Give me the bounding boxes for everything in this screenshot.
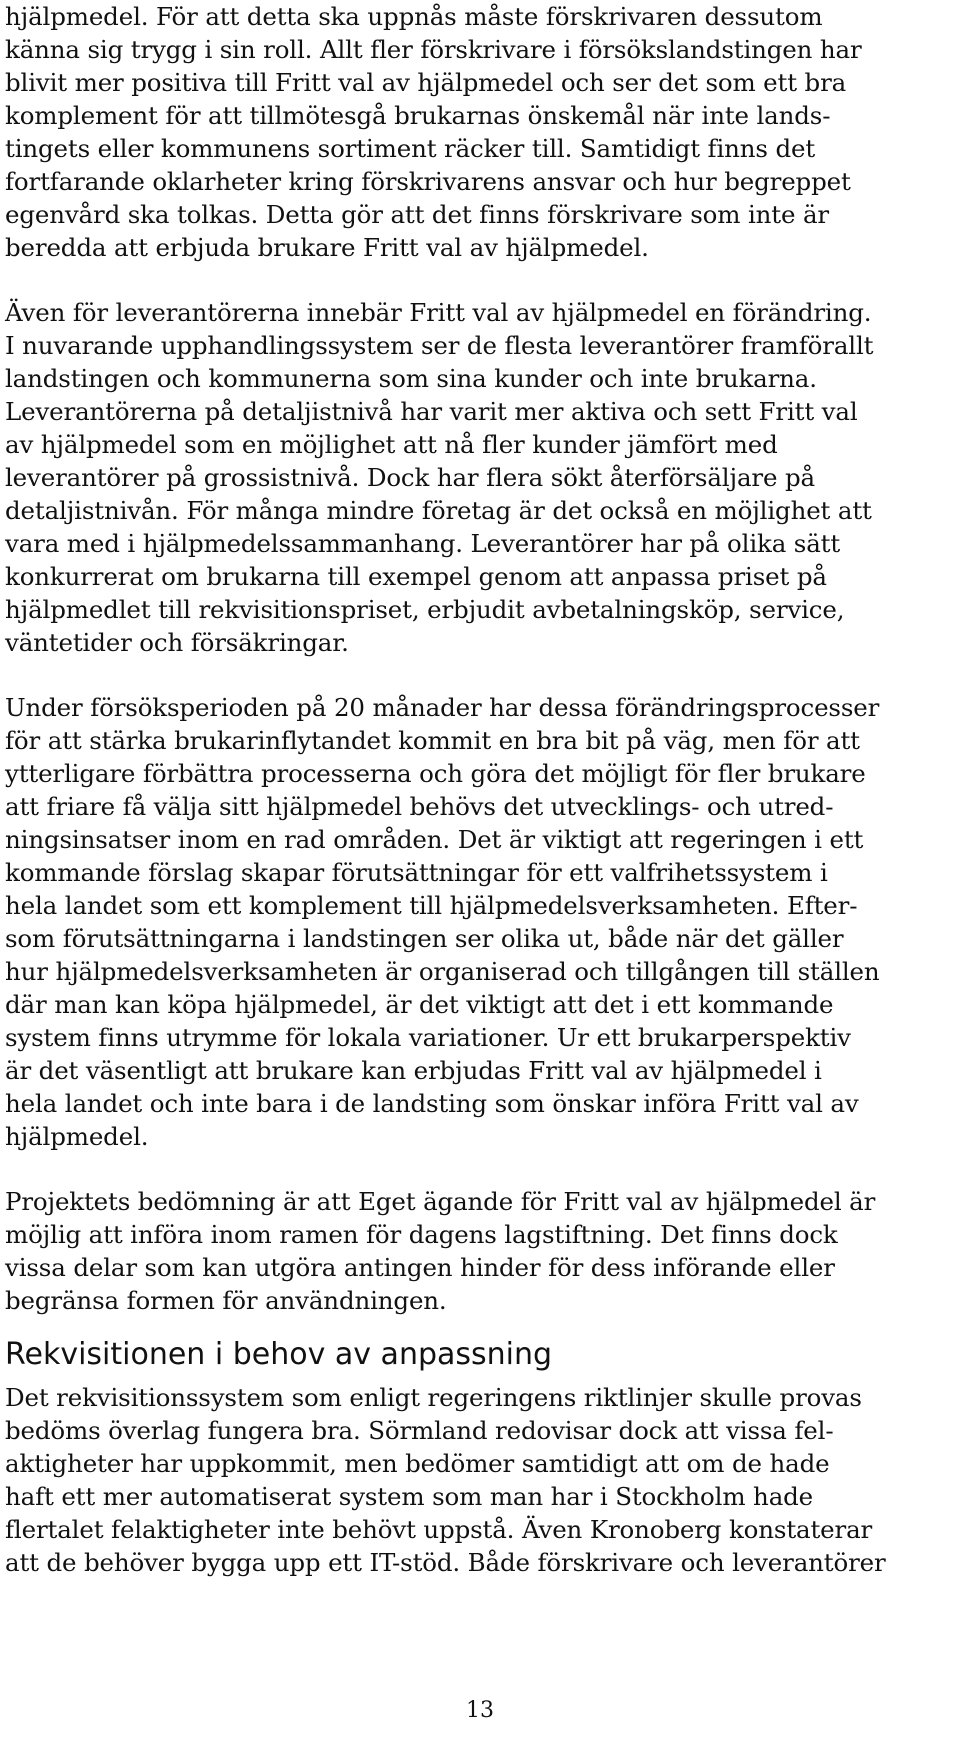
text-line: begränsa formen för användningen. <box>5 1286 447 1315</box>
paragraph-spacer <box>5 1153 960 1185</box>
text-line: hur hjälpmedelsverksamheten är organiserad och tillgången till ställen <box>5 957 880 986</box>
text-line: system finns utrymme för lokala variationer. Ur ett brukarperspektiv <box>5 1023 851 1052</box>
text-line: landstingen och kommunerna som sina kunder och inte brukarna. <box>5 364 817 393</box>
text-line: att friare få välja sitt hjälpmedel behövs det utvecklings- och utred- <box>5 792 834 821</box>
page-number: 13 <box>466 1698 494 1723</box>
text-line: Leverantörerna på detaljistnivå har varit mer aktiva och sett Fritt val <box>5 397 858 426</box>
text-line: bedöms överlag fungera bra. Sörmland redovisar dock att vissa fel- <box>5 1416 834 1445</box>
text-line: beredda att erbjuda brukare Fritt val av hjälpmedel. <box>5 233 649 262</box>
text-line: tingets eller kommunens sortiment räcker till. Samtidigt finns det <box>5 134 816 163</box>
text-line: hela landet som ett komplement till hjälpmedelsverksamheten. Efter- <box>5 891 858 920</box>
text-line: hela landet och inte bara i de landsting som önskar införa Fritt val av <box>5 1089 859 1118</box>
text-line: känna sig trygg i sin roll. Allt fler förskrivare i försökslandstingen har <box>5 35 862 64</box>
text-line: Även för leverantörerna innebär Fritt val av hjälpmedel en förändring. <box>5 298 872 327</box>
text-line: flertalet felaktigheter inte behövt uppstå. Även Kronoberg konstaterar <box>5 1515 873 1544</box>
text-line: hjälpmedel. <box>5 1122 149 1151</box>
text-line: vara med i hjälpmedelssammanhang. Leverantörer har på olika sätt <box>5 529 841 558</box>
text-line: konkurrerat om brukarna till exempel genom att anpassa priset på <box>5 562 827 591</box>
text-line: är det väsentligt att brukare kan erbjudas Fritt val av hjälpmedel i <box>5 1056 822 1085</box>
text-line: väntetider och försäkringar. <box>5 628 349 657</box>
text-line: hjälpmedel. För att detta ska uppnås måste förskrivaren dessutom <box>5 2 823 31</box>
text-line: Det rekvisitionssystem som enligt regeringens riktlinjer skulle provas <box>5 1383 862 1412</box>
text-line: av hjälpmedel som en möjlighet att nå fler kunder jämfört med <box>5 430 778 459</box>
text-line: möjlig att införa inom ramen för dagens lagstiftning. Det finns dock <box>5 1220 838 1249</box>
text-line: aktigheter har uppkommit, men bedömer samtidigt att om de hade <box>5 1449 830 1478</box>
text-line: för att stärka brukarinflytandet kommit en bra bit på väg, men för att <box>5 726 860 755</box>
text-line: komplement för att tillmötesgå brukarnas önskemål när inte lands- <box>5 101 831 130</box>
paragraph-1 <box>5 0 960 264</box>
text-line: hjälpmedlet till rekvisitionspriset, erbjudit avbetalningsköp, service, <box>5 595 845 624</box>
document-page <box>5 0 960 1579</box>
text-line: vissa delar som kan utgöra antingen hinder för dess införande eller <box>5 1253 835 1282</box>
paragraph-spacer <box>5 264 960 296</box>
text-line: haft ett mer automatiserat system som man har i Stockholm hade <box>5 1482 814 1511</box>
text-line: I nuvarande upphandlingssystem ser de flesta leverantörer framförallt <box>5 331 874 360</box>
text-line: fortfarande oklarheter kring förskrivarens ansvar och hur begreppet <box>5 167 851 196</box>
text-line: ytterligare förbättra processerna och göra det möjligt för fler brukare <box>5 759 866 788</box>
text-line: egenvård ska tolkas. Detta gör att det finns förskrivare som inte är <box>5 200 829 229</box>
paragraph-spacer <box>5 659 960 691</box>
text-line: att de behöver bygga upp ett IT-stöd. Både förskrivare och leverantörer <box>5 1548 886 1577</box>
section-paragraph <box>5 1381 960 1579</box>
text-line: ningsinsatser inom en rad områden. Det är viktigt att regeringen i ett <box>5 825 864 854</box>
text-line: kommande förslag skapar förutsättningar för ett valfrihetssystem i <box>5 858 828 887</box>
paragraph-2 <box>5 296 960 659</box>
paragraph-4 <box>5 1185 960 1317</box>
text-line: Under försöksperioden på 20 månader har dessa förändringsprocesser <box>5 693 880 722</box>
text-line: blivit mer positiva till Fritt val av hjälpmedel och ser det som ett bra <box>5 68 847 97</box>
text-line: som förutsättningarna i landstingen ser olika ut, både när det gäller <box>5 924 844 953</box>
text-line: där man kan köpa hjälpmedel, är det viktigt att det i ett kommande <box>5 990 834 1019</box>
text-line: leverantörer på grossistnivå. Dock har flera sökt återförsäljare på <box>5 463 815 492</box>
text-line: detaljistnivån. För många mindre företag är det också en möjlighet att <box>5 496 872 525</box>
text-line: Projektets bedömning är att Eget ägande för Fritt val av hjälpmedel är <box>5 1187 876 1216</box>
section-heading: Rekvisitionen i behov av anpassning <box>5 1337 553 1372</box>
paragraph-3 <box>5 691 960 1153</box>
